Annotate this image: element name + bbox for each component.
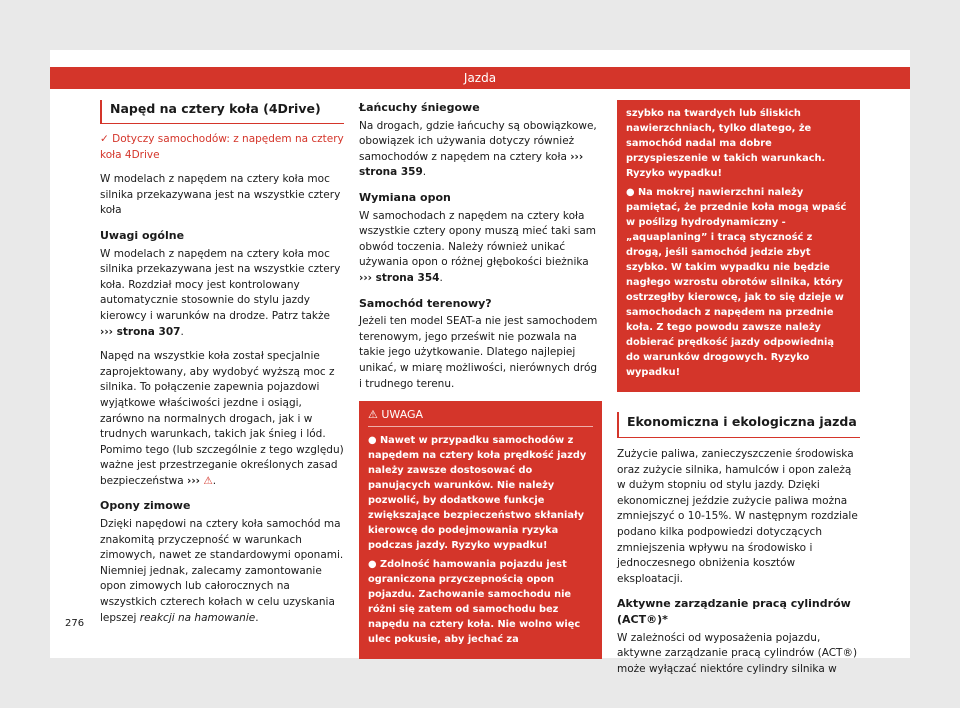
warning-title: ⚠ UWAGA <box>368 407 593 427</box>
warning-item: ● Nawet w przypadku samochodów z napędem na cztery koła prędkość jazdy należy zawsze dostosować do panujących warunków. Nie należy pozwolić, by dodatkowe funkcje zwiększające bezpieczeństwo skłaniały kierowcę do podejmowania ryzyka podczas jazdy. Ryzyko wypadku! <box>368 433 593 553</box>
column-middle <box>359 100 602 659</box>
winter-tyres-paragraph: Dzięki napędowi na cztery koła samochód ma znakomitą przyczepność w warunkach zimowych, nawet ze standardowymi oponami. Niemniej jednak, zalecamy zamontowanie opon zimowych lub całorocznych na wszystkich czterech kołach w celu uzyskania lepszej reakcji na hamowanie. <box>100 518 344 624</box>
snow-chains-heading: Łańcuchy śniegowe <box>359 101 480 114</box>
winter-tyres-heading: Opony zimowe <box>100 499 191 513</box>
tyre-change-heading: Wymiana opon <box>359 190 451 204</box>
warning-item: ● Na mokrej nawierzchni należy pamiętać, że przednie koła mogą wpaść w poślizg hydrodynamiczny - „aquaplaning” i tracą styczność z drogą, jeśli samochód jedzie zbyt szybko. W takim wypadku nie będzie nagłego wzrostu obrotów silnika, który ostrzegłby kierowcę, jak to się dzieje w samochodach z napędem na przednie koła. Z tego powodu zawsze należy dobierać prędkość jazdy odpowiednią do warunków drogowych. Ryzyko wypadku! <box>626 185 851 380</box>
notes-paragraph: W modelach z napędem na cztery koła moc silnika przekazywana jest na wszystkie cztery koła. Rozdział mocy jest kontrolowany automatycznie stosownie do stylu jazdy kierowcy i warunków na drodze. Patrz także ››› strona 307. <box>100 247 341 338</box>
applicability-note: ✓ Dotyczy samochodów: z napędem na cztery koła 4Drive <box>100 133 344 161</box>
page-reference-link[interactable]: ››› strona 359 <box>359 150 584 179</box>
warning-triangle-icon: ⚠ <box>368 408 378 422</box>
page-number: 276 <box>65 618 85 629</box>
eco-paragraph: Zużycie paliwa, zanieczyszczenie środowiska oraz zużycie silnika, hamulców i opon zależą w dużym stopniu od stylu jazdy. Dzięki ekonomicznej jeździe zużycie paliwa można zmniejszyć o 10-15%. W następnym rozdziale podano kilka podpowiedzi dotyczących zmniejszenia wpływu na środowisko i jednoczesnego obniżenia kosztów eksploatacji. <box>617 448 858 585</box>
tyre-change-paragraph: W samochodach z napędem na cztery koła wszystkie cztery opony muszą mieć taki sam obwód toczenia. Należy również unikać używania opon o różnej głębokości bieżnika ››› strona 354. <box>359 209 596 284</box>
column-right <box>617 100 860 686</box>
intro-paragraph: W modelach z napędem na cztery koła moc silnika przekazywana jest na wszystkie cztery koła <box>100 173 341 217</box>
offroad-paragraph: Jeżeli ten model SEAT-a nie jest samochodem terenowym, jego prześwit nie pozwala na takie jego użytkowanie. Dlatego najlepiej unikać, w miarę możliwości, nierównych dróg i trudnego terenu. <box>359 315 598 390</box>
warning-reference-link[interactable]: ››› <box>187 474 201 487</box>
column-left <box>100 100 344 635</box>
warning-item: ● Zdolność hamowania pojazdu jest ograniczona przyczepnością opon pojazdu. Zachowanie samochodu nie różni się zatem od samochodu bez napędu na cztery koła. Nie wolno więc ulec pokusie, aby jechać za <box>368 557 593 647</box>
chapter-header: Jazda <box>50 67 910 89</box>
safety-paragraph: Napęd na wszystkie koła został specjalnie zaprojektowany, aby wydobyć wyższą moc z silnika. To połączenie zapewnia pojazdowi wyjątkowe właściwości jezdne i osiągi, zarówno na normalnych drogach, jak i w trudnych warunkach, takich jak śnieg i lód. Pomimo tego (lub szczególnie z tego względu) ważne jest przestrzeganie określonych zasad bezpieczeństwa ››› ⚠. <box>100 350 344 487</box>
section-title-4drive: Napęd na cztery koła (4Drive) <box>100 100 344 124</box>
warning-box <box>359 401 602 659</box>
warning-box-continued <box>617 100 860 392</box>
page-reference-link[interactable]: ››› strona 307 <box>100 325 181 338</box>
section-title-eco-driving: Ekonomiczna i ekologiczna jazda <box>617 412 860 438</box>
manual-page <box>50 50 910 675</box>
act-heading: Aktywne zarządzanie pracą cylindrów (ACT®)* <box>617 597 851 626</box>
warning-triangle-icon: ⚠ <box>203 474 213 487</box>
page-reference-link[interactable]: ››› strona 354 <box>359 271 440 284</box>
offroad-heading: Samochód terenowy? <box>359 296 492 310</box>
warning-item-continued: szybko na twardych lub śliskich nawierzchniach, tylko dlatego, że samochód nadal ma dobre przyspieszenie w takich warunkach. Ryzyko wypadku! <box>626 108 826 179</box>
notes-heading: Uwagi ogólne <box>100 228 185 242</box>
snow-chains-paragraph: Na drogach, gdzie łańcuchy są obowiązkowe, obowiązek ich używania dotyczy również samochodów z napędem na cztery koła ››› strona 359. <box>359 119 597 179</box>
act-paragraph: W zależności od wyposażenia pojazdu, aktywne zarządzanie pracą cylindrów (ACT®) może wyłączać niektóre cylindry silnika w <box>617 631 858 675</box>
